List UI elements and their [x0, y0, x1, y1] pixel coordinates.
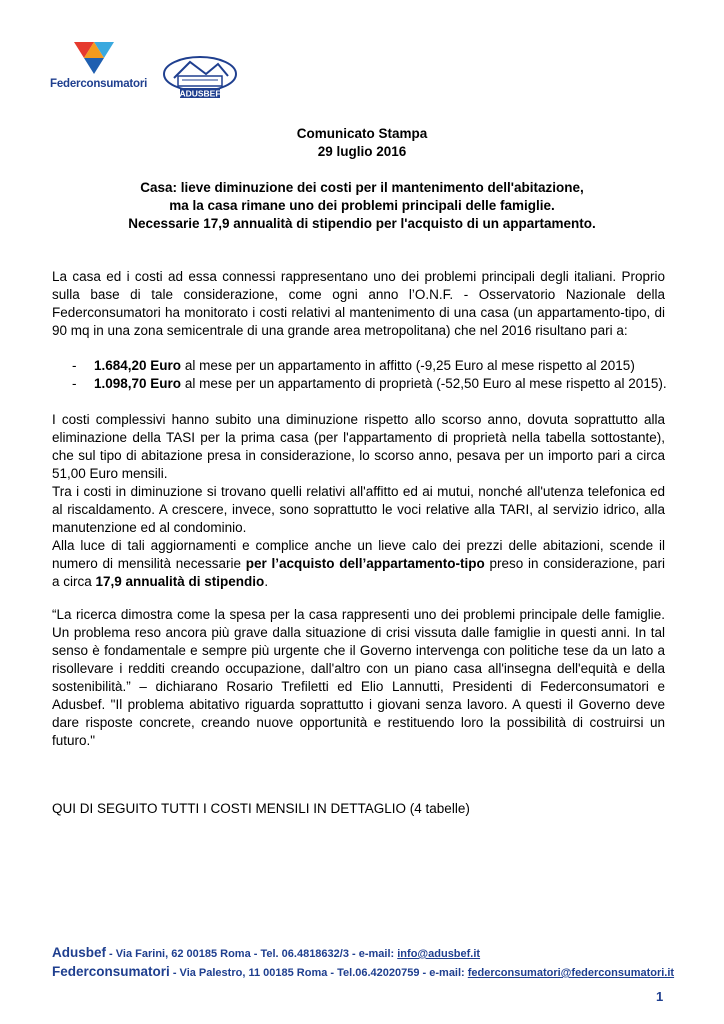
- federconsumatori-logo-text: Federconsumatori: [50, 78, 148, 90]
- footer-adusbef: [52, 944, 672, 963]
- cost-list: [72, 357, 672, 393]
- page-number: 1: [656, 989, 664, 1004]
- footer-fc-name: Federconsumatori: [52, 964, 170, 979]
- costs-p3-text-a: Alla luce di tali aggiornamenti e complice anche un lieve calo dei prezzi delle abitazioni, scende il numero di mensilità necessarie: [52, 538, 665, 571]
- intro-text: La casa ed i costi ad essa connessi rappresentano uno dei problemi principali degli italiani. Proprio sulla base di tale considerazione, come ogni anno l’O.N.F. - Osservatorio Nazionale della Federconsumatori ha monitorato i costi relativi al mantenimento di una casa (un appartamento-tipo, di 90 mq in una zona semicentrale di una grande area metropolitana) che nel 2016 risultano pari a:: [52, 269, 665, 338]
- intro-paragraph: [52, 268, 665, 340]
- details-text: QUI DI SEGUITO TUTTI I COSTI MENSILI IN DETTAGLIO (4 tabelle): [52, 801, 470, 816]
- presidents-quote: “La ricerca dimostra come la spesa per la casa rappresenti uno dei problemi principale delle famiglie. Un problema reso ancora più grave dalla situazione di crisi vissuta dalle famiglie in questi anni. In tal senso è fondamentale e sempre più urgente che il Governo intervenga con politiche tese da un lato a risollevare i redditi creando occupazione, dall'altro con un piano casa all'insegna dell'equità e della sostenibilità.” – dichiarano Rosario Trefiletti ed Elio Lannutti, Presidenti di Federconsumatori e Adusbef. "Il problema abitativo riguarda soprattutto i giovani senza lavoro. A questi il Governo deve dare risposte concrete, creando nuove opportunità e restituendo loro la possibilità di costruirsi un futuro.": [52, 607, 665, 748]
- costs-paragraph-2: Tra i costi in diminuzione si trovano quelli relativi all'affitto ed ai mutui, nonché all'utenza telefonica ed al riscaldamento. A crescere, invece, sono soprattutto le voci relative alla TARI, al servizio idrico, alla manutenzione ed al condominio.: [52, 484, 665, 535]
- bullet-dash: -: [72, 376, 77, 391]
- costs-paragraph-1: I costi complessivi hanno subito una diminuzione rispetto allo scorso anno, dovuta soprattutto alla eliminazione della TASI per la prima casa (per l'appartamento di proprietà nella tabella sottostante), che sul tipo di abitazione presa in considerazione, lo scorso anno, pesava per un importo pari a circa 51,00 Euro mensili.: [52, 412, 665, 481]
- footer-adusbef-info: - Via Farini, 62 00185 Roma - Tel. 06.4818632/3 - e-mail:: [106, 948, 398, 960]
- headline-line-1: Casa: lieve diminuzione dei costi per il mantenimento dell'abitazione,: [140, 180, 584, 195]
- adusbef-logo-text: ADUSBEF: [179, 88, 221, 99]
- costs-p3-bold-annuities: 17,9 annualità di stipendio: [95, 574, 265, 589]
- quote-section: [52, 606, 665, 750]
- costs-p3-text-b: preso in considerazione, pari a circa: [52, 556, 665, 589]
- release-date: 29 luglio 2016: [317, 144, 407, 159]
- federconsumatori-mark-icon: [72, 40, 116, 76]
- headline-line-2: ma la casa rimane uno dei problemi principali delle famiglie.: [169, 198, 555, 213]
- ownership-amount: 1.098,70 Euro: [94, 376, 182, 391]
- bullet-dash: -: [72, 358, 77, 373]
- federconsumatori-logo: [50, 40, 148, 95]
- costs-p3-text-c: .: [264, 574, 269, 589]
- ownership-description: al mese per un appartamento di proprietà (-52,50 Euro al mese rispetto al 2015).: [181, 376, 667, 391]
- adusbef-house-icon: [160, 52, 240, 100]
- list-item: [72, 375, 672, 393]
- footer-fc-info: - Via Palestro, 11 00185 Roma - Tel.06.42020759 - e-mail:: [169, 967, 468, 979]
- adusbef-logo: [160, 52, 240, 100]
- costs-paragraph-3: [52, 537, 665, 591]
- release-type: Comunicato Stampa: [296, 126, 428, 141]
- headline-line-3: Necessarie 17,9 annualità di stipendio per l'acquisto di un appartamento.: [128, 216, 596, 231]
- federconsumatori-email-link[interactable]: federconsumatori@federconsumatori.it: [467, 967, 675, 979]
- details-heading: [52, 800, 665, 818]
- rent-description: al mese per un appartamento in affitto (-9,25 Euro al mese rispetto al 2015): [181, 358, 635, 373]
- costs-p3-bold-purchase: per l’acquisto dell’appartamento-tipo: [245, 556, 485, 571]
- rent-amount: 1.684,20 Euro: [94, 358, 182, 373]
- list-item: [72, 357, 672, 375]
- footer-contacts: [52, 944, 675, 982]
- adusbef-email-link[interactable]: info@adusbef.it: [397, 948, 481, 960]
- footer-adusbef-name: Adusbef: [52, 945, 106, 960]
- costs-section: [52, 411, 665, 591]
- footer-federconsumatori: [52, 963, 675, 982]
